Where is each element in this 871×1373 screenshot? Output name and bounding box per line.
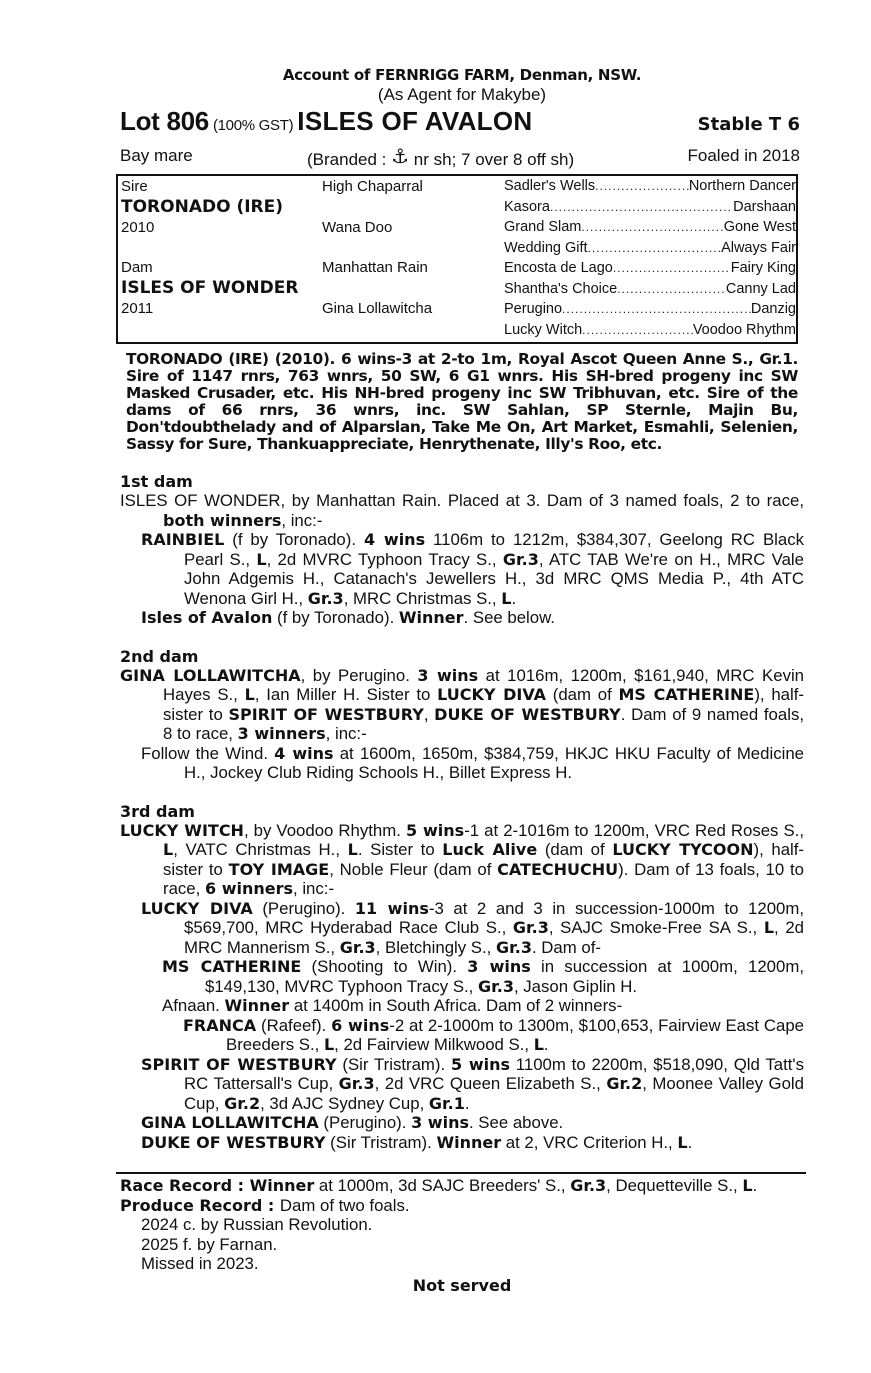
- grandparent-row: Grand Slam ..... Gone West: [504, 219, 796, 235]
- section-heading: 3rd dam: [120, 801, 195, 821]
- dam-name: ISLES OF WONDER: [121, 278, 299, 298]
- dam-paragraph: LUCKY WITCH, by Voodoo Rhythm. 5 wins-1 at 2-1016m to 1200m, VRC Red Roses S., L, VATC Christmas H., L. Sister to Luck Alive (dam of LUCKY TYCOON), half-sister to TOY IMAGE, Noble Fleur (dam of CATECHUCHU). Dam of 13 foals, 10 to race, 6 winners, inc:-: [120, 820, 805, 898]
- progeny-entry: FRANCA (Rafeef). 6 wins-2 at 2-1000m to 1300m, $100,653, Fairview East Cape Breeders S., L, 2d Fairview Milkwood S., L.: [183, 1015, 804, 1054]
- dam-paragraph: GINA LOLLAWITCHA, by Perugino. 3 wins at 1016m, 1200m, $161,940, MRC Kevin Hayes S., L, Ian Miller H. Sister to LUCKY DIVA (dam of MS CATHERINE), half-sister to SPIRIT OF WESTBURY, DUKE OF WESTBURY. Dam of 9 named foals, 8 to race, 3 winners, inc:-: [120, 665, 805, 743]
- sire-dam: Wana Doo: [322, 219, 393, 236]
- produce-line: Missed in 2023.: [141, 1254, 259, 1273]
- grandparent-row: Wedding Gift ..... Always Fair: [504, 240, 796, 256]
- stable-number: Stable T 6: [697, 114, 800, 135]
- produce-line: 2025 f. by Farnan.: [141, 1234, 278, 1254]
- horse-info: [120, 140, 804, 170]
- progeny-entry: Isles of Avalon (f by Toronado). Winner. See below.: [141, 608, 555, 627]
- section-heading: 1st dam: [120, 472, 193, 491]
- dam-paragraph: ISLES OF WONDER, by Manhattan Rain. Placed at 3. Dam of 3 named foals, 2 to race, both winners, inc:-: [120, 491, 804, 530]
- progeny-entry: LUCKY DIVA (Perugino). 11 wins-3 at 2 and 3 in succession-1000m to 1200m, $569,700, MRC Hyderabad Race Club S., Gr.3, SAJC Smoke-Free SA S., L, 2d MRC Mannerism S., Gr.3, Bletchingly S., Gr.3. Dam of-: [141, 898, 805, 957]
- grandparent-row: Shantha's Choice ..... Canny Lad: [504, 281, 796, 297]
- grandparent-row: Perugino ..... Danzig: [504, 301, 796, 317]
- dam-dam: Gina Lollawitcha: [322, 300, 433, 317]
- progeny-entry: MS CATHERINE (Shooting to Win). 3 wins in succession at 1000m, 1200m, $149,130, MVRC Typhoon Tracy S., Gr.3, Jason Giplin H.: [162, 957, 804, 996]
- anchor-icon: ⚓︎: [391, 146, 410, 168]
- first-dam-section: [120, 473, 804, 628]
- sire-year: 2010: [121, 219, 155, 236]
- divider: [116, 1172, 806, 1174]
- progeny-entry: DUKE OF WESTBURY (Sir Tristram). Winner at 2, VRC Criterion H., L.: [141, 1132, 693, 1152]
- lot-header: [120, 106, 804, 140]
- progeny-entry: Afnaan. Winner at 1400m in South Africa. Dam of 2 winners-: [162, 996, 623, 1015]
- grandparent-row: Sadler's Wells ..... Northern Dancer: [504, 178, 796, 194]
- sire-label: Sire: [121, 178, 148, 195]
- horse-sex: Bay mare: [120, 146, 193, 165]
- horse-name: ISLES OF AVALON: [297, 106, 533, 136]
- sire-summary: TORONADO (IRE) (2010). 6 wins-3 at 2-to 1m, Royal Ascot Queen Anne S., Gr.1. Sire of 1147 rnrs, 763 wnrs, 50 SW, 6 G1 wnrs. His SH-bred progeny inc SW Masked Crusader, etc. His NH-bred progeny inc SW Tribhuvan, etc. Sire of the dams of 66 rnrs, 36 wnrs, inc. SW Sahlan, SP Sternle, Majin Bu, Don'tdoubthelady and of Alparslan, Take Me On, Art Market, Esmahli, Selenien, Sassy for Sure, Thankuappreciate, Henrythenate, Illy's Roo, etc.: [126, 350, 798, 453]
- foaled-year: Foaled in 2018: [687, 146, 800, 165]
- pedigree-table: [116, 174, 798, 344]
- second-dam-section: [120, 648, 804, 783]
- progeny-entry: Follow the Wind. 4 wins at 1600m, 1650m, $384,759, HKJC HKU Faculty of Medicine H., Jockey Club Riding Schools H., Billet Express H.: [141, 743, 804, 782]
- progeny-entry: RAINBIEL (f by Toronado). 4 wins 1106m to 1212m, $384,307, Geelong RC Black Pearl S., L, 2d MVRC Typhoon Tracy S., Gr.3, ATC TAB We're on H., MRC Vale John Adgemis H., Catanach's Jewellers H., 3d MRC QMS Media P., 4th ATC Wenona Girl H., Gr.3, MRC Christmas S., L.: [141, 530, 804, 608]
- agent-note: (As Agent for Makybe): [377, 85, 547, 104]
- grandparent-row: Kasora ..... Darshaan: [504, 199, 796, 215]
- dam-label: Dam: [121, 259, 153, 276]
- race-record: Race Record : Winner at 1000m, 3d SAJC Breeders' S., Gr.3, Dequetteville S., L.: [120, 1176, 758, 1195]
- dam-sire: Manhattan Rain: [322, 259, 428, 276]
- vendor-account: Account of FERNRIGG FARM, Denman, NSW.: [282, 66, 642, 84]
- third-dam-section: [120, 803, 804, 1153]
- sire-name: TORONADO (IRE): [121, 197, 284, 217]
- sire-sire: High Chaparral: [322, 178, 423, 195]
- service-status: Not served: [412, 1275, 512, 1295]
- produce-record: Produce Record : Dam of two foals.: [120, 1195, 410, 1215]
- produce-line: 2024 c. by Russian Revolution.: [141, 1215, 373, 1234]
- gst-note: (100% GST): [212, 117, 294, 134]
- lot-number: Lot 806: [120, 106, 209, 136]
- lot-title: [120, 106, 532, 137]
- brand-description: (Branded : ⚓︎ nr sh; 7 over 8 off sh): [307, 146, 575, 169]
- section-heading: 2nd dam: [120, 646, 199, 666]
- catalogue-page: [120, 62, 804, 1295]
- progeny-entry: GINA LOLLAWITCHA (Perugino). 3 wins. See above.: [141, 1113, 564, 1132]
- progeny-entry: SPIRIT OF WESTBURY (Sir Tristram). 5 wins 1100m to 2200m, $518,090, Qld Tatt's RC Tattersall's Cup, Gr.3, 2d VRC Queen Elizabeth S., Gr.2, Moonee Valley Gold Cup, Gr.2, 3d AJC Sydney Cup, Gr.1.: [141, 1054, 804, 1113]
- dam-year: 2011: [121, 300, 154, 317]
- grandparent-row: Lucky Witch ..... Voodoo Rhythm: [504, 322, 796, 338]
- grandparent-row: Encosta de Lago ..... Fairy King: [504, 260, 796, 276]
